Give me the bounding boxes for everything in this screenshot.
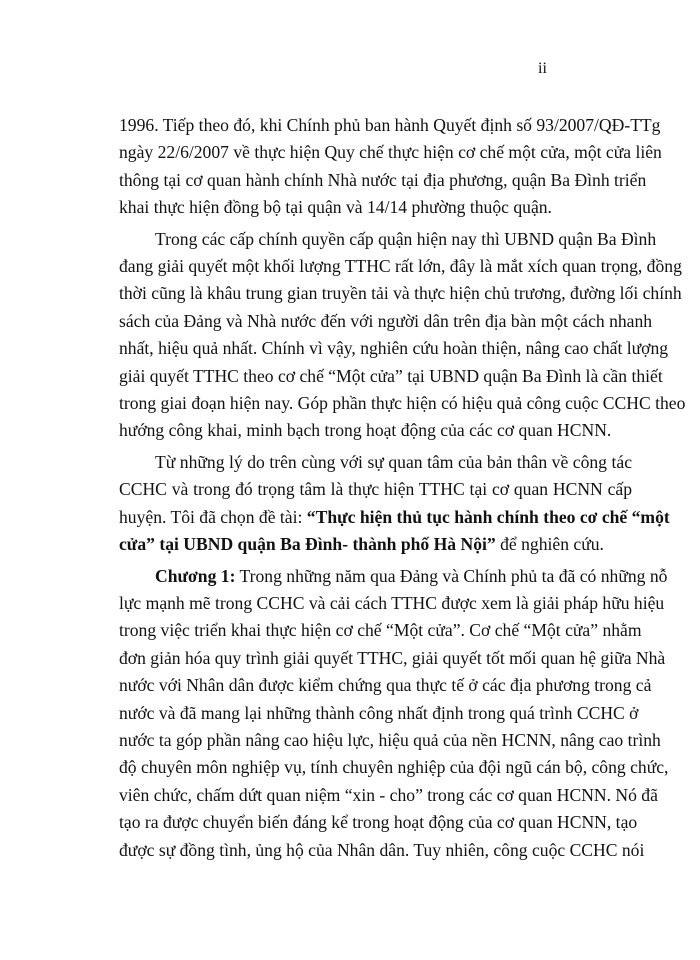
text-line: nước ta góp phần nâng cao hiệu lực, hiệu quả của nền HCNN, nâng cao trình xyxy=(119,729,661,750)
paragraph-4 xyxy=(119,563,669,864)
document-body xyxy=(119,112,686,868)
text-line: Trong các cấp chính quyền cấp quận hiện nay thì UBND quận Ba Đình xyxy=(155,228,657,249)
text-run: huyện. Tôi đã chọn đề tài: xyxy=(119,506,307,527)
text-line: thông tại cơ quan hành chính Nhà nước tại địa phương, quận Ba Đình triển xyxy=(119,169,647,190)
text-line: Từ những lý do trên cùng với sự quan tâm của bản thân về công tác xyxy=(155,451,632,472)
paragraph-3 xyxy=(119,449,670,559)
text-line: ngày 22/6/2007 về thực hiện Quy chế thực hiện cơ chế một cửa, một cửa liên xyxy=(119,142,662,163)
thesis-title-part-2: cửa” tại UBND quận Ba Đình- thành phố Hà Nội” xyxy=(119,534,496,555)
text-line: CCHC và trong đó trọng tâm là thực hiện TTHC tại cơ quan HCNN cấp xyxy=(119,479,632,500)
text-line: đang giải quyết một khối lượng TTHC rất lớn, đây là mắt xích quan trọng, đồng xyxy=(119,256,682,277)
text-line: giải quyết TTHC theo cơ chế “Một cửa” tại UBND quận Ba Đình là cần thiết xyxy=(119,365,663,386)
thesis-title-part-1: “Thực hiện thủ tục hành chính theo cơ chế “một xyxy=(306,506,670,527)
text-line: thời cũng là khâu trung gian truyền tải và thực hiện chủ trương, đường lối chính xyxy=(119,283,682,304)
text-run: Trong những năm qua Đảng và Chính phủ ta đã có những nỗ xyxy=(235,565,668,586)
page-number: ii xyxy=(538,60,547,77)
paragraph-2 xyxy=(119,226,686,445)
text-line-mixed xyxy=(119,531,632,558)
text-line: khai thực hiện đồng bộ tại quận và 14/14 phường thuộc quận. xyxy=(119,197,552,218)
text-line: đơn giản hóa quy trình giải quyết TTHC, giải quyết tốt mối quan hệ giữa Nhà xyxy=(119,647,666,668)
text-line: nhất, hiệu quả nhất. Chính vì vậy, nghiên cứu hoàn thiện, nâng cao chất lượng xyxy=(119,338,669,359)
text-line: độ chuyên môn nghiệp vụ, tính chuyên nghiệp của đội ngũ cán bộ, công chức, xyxy=(119,757,669,778)
text-line: 1996. Tiếp theo đó, khi Chính phủ ban hành Quyết định số 93/2007/QĐ-TTg xyxy=(119,115,661,135)
text-run: để nghiên cứu. xyxy=(495,534,604,555)
text-line: trong giai đoạn hiện nay. Góp phần thực hiện có hiệu quả công cuộc CCHC theo xyxy=(119,393,686,414)
text-line-mixed xyxy=(119,504,670,531)
text-line: nước với Nhân dân được kiểm chứng qua thực tế ở các địa phương trong cả xyxy=(119,675,652,696)
text-line: tạo ra được chuyển biến đáng kể trong hoạt động của cơ quan HCNN, tạo xyxy=(119,812,638,833)
text-line: hướng công khai, minh bạch trong hoạt động của các cơ quan HCNN. xyxy=(119,420,612,441)
text-line: sách của Đảng và Nhà nước đến với người dân trên địa bàn một cách nhanh xyxy=(119,310,653,331)
text-line: nước và đã mang lại những thành công nhất định trong quá trình CCHC ở xyxy=(119,702,639,723)
chapter-label: Chương 1: xyxy=(155,565,236,586)
text-line: trong việc triển khai thực hiện cơ chế “Một cửa”. Cơ chế “Một cửa” nhằm xyxy=(119,620,642,641)
text-line: lực mạnh mẽ trong CCHC và cải cách TTHC được xem là giải pháp hữu hiệu xyxy=(119,592,665,613)
text-line: viên chức, chấm dứt quan niệm “xin - cho” trong các cơ quan HCNN. Nó đã xyxy=(119,784,658,805)
text-line-mixed xyxy=(119,563,668,590)
paragraph-1 xyxy=(119,112,662,222)
text-line: được sự đồng tình, ủng hộ của Nhân dân. Tuy nhiên, công cuộc CCHC nói xyxy=(119,839,645,860)
